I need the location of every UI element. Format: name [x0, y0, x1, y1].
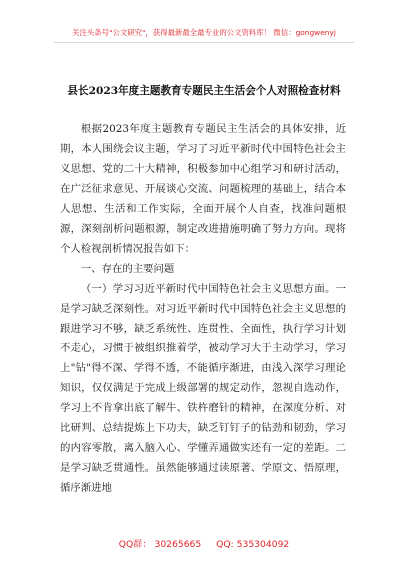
body-paragraph: （一）学习习近平新时代中国特色社会主义思想方面。一是学习缺乏深刻性。对习近平新时代中国特色社会主义思想的跟进学习不够，缺乏系统性、连贯性、全面性，执行学习计划不走心，习惯于被组织推着学，被动学习大于主动学习，学习上"钻"得不深、学得不透，不能循序渐进，由浅入深学习理论知识，仅仅满足于完成上级部署的规定动作，忽视自选动作，学习上不肯拿出底了解牛、铁杵磨针的精神，在深度分析、对比研判、总结提炼上下功夫，缺乏钉钉子的钻劲和韧劲，学习的内容零散，离入脑入心、学懂弄通做实还有一定的差距。二是学习缺乏贯通性。虽然能够通过读原著、学原文、悟原理，循序渐进地 — [60, 282, 346, 495]
intro-paragraph: 根据2023年度主题教育专题民主生活会的具体安排，近期，本人围绕会议主题，学习了习近平新时代中国特色社会主义思想、党的二十大精神，积极参加中心组学习和研讨活动，在广泛征求意见、开展谈心交流、问题梳理的基础上，结合本人思想、生活和工作实际，全面开展个人自查，找准问题根源，深刻剖析问题根源，制定改进措施明确了努力方向。现将个人检视剖析情况报告如下： — [60, 123, 346, 255]
section-heading: 一、存在的主要问题 — [80, 262, 175, 275]
header-banner: 关注头条号"公文研究"，获得最新最全最专业的公文资料库！ 微信：gongwenyj — [72, 28, 336, 37]
footer-contact — [0, 536, 408, 550]
footer-qq-group: QQ群： 30265665 — [118, 539, 202, 550]
document-title: 县长2023年度主题教育专题民主生活会个人对照检查材料 — [67, 85, 341, 97]
document-body — [60, 120, 346, 499]
footer-qq: QQ: 535304092 — [216, 539, 290, 550]
header-divider — [54, 42, 354, 43]
